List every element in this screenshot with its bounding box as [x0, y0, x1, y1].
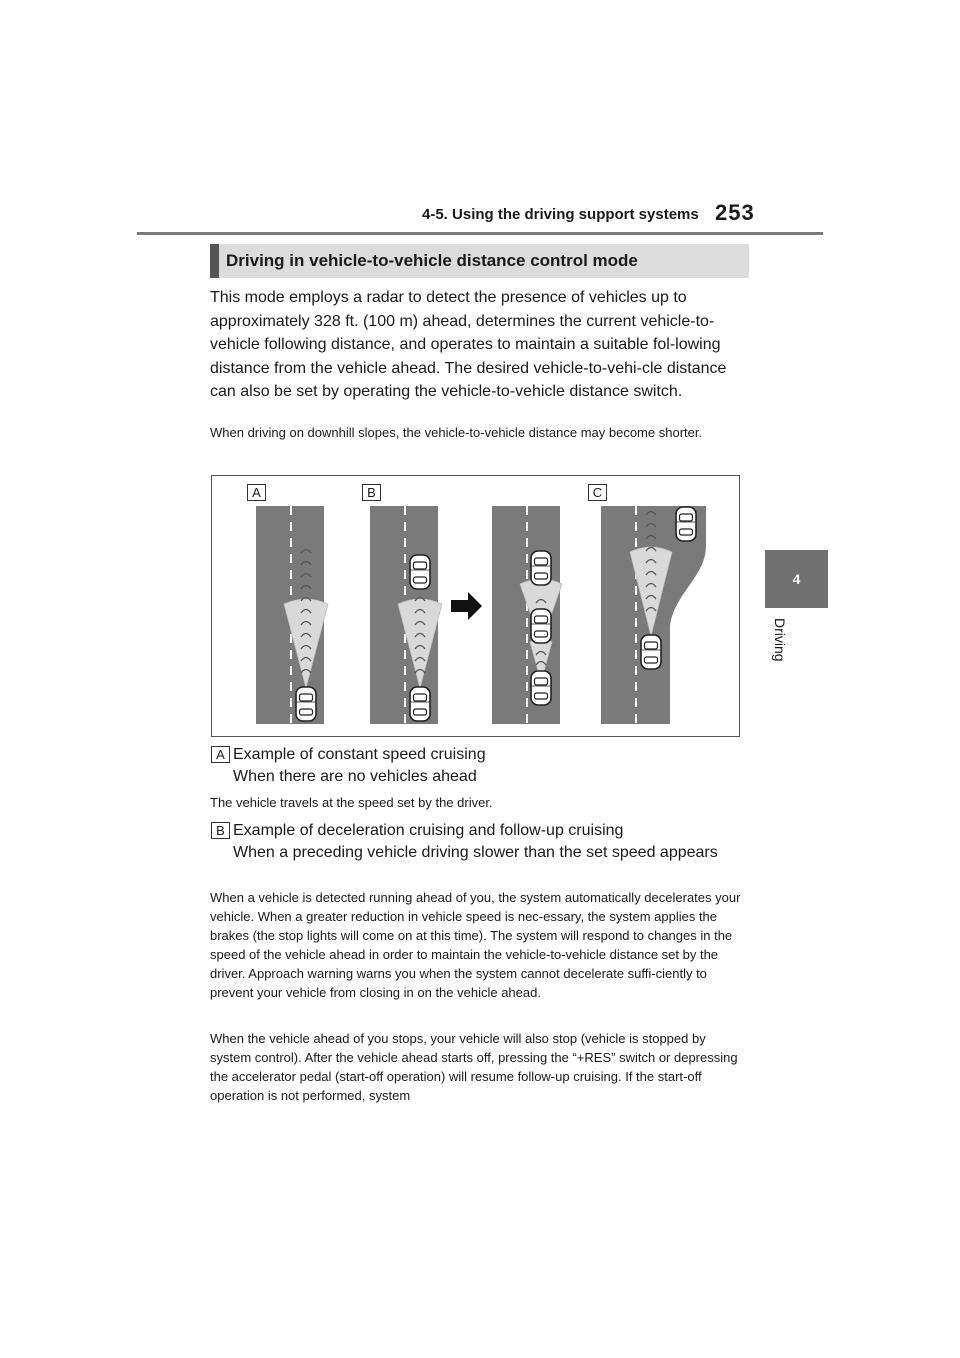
figure-label-b: B [362, 484, 381, 501]
item-b-subtitle: When a preceding vehicle driving slower than the set speed appears [233, 844, 718, 861]
figure-label-a: A [247, 484, 266, 501]
item-a-body: The vehicle travels at the speed set by the driver. [210, 795, 493, 810]
item-b-body-1: When a vehicle is detected running ahead of you, the system automatically decelerates your vehicle. When a greater reduction in vehicle speed is nec-essary, the system applies the brakes (the stop lights will come on at this time). The system will respond to changes in the speed of the vehicle ahead in order to maintain the vehicle-to-vehicle distance set by the driver. Approach warning warns you when the system cannot decelerate suffi-ciently to prevent your vehicle from closing in on the vehicle ahead. [210, 890, 741, 1000]
intro-paragraph: This mode employs a radar to detect the presence of vehicles up to approximately 328 ft. (100 m) ahead, determines the current vehicle-to-vehicle following distance, and operates to maintain a suitable fol-lowing distance from the vehicle ahead. The desired vehicle-to-vehi-cle distance can also be set by operating the vehicle-to-vehicle distance switch. [210, 289, 727, 400]
transition-arrow [451, 592, 482, 620]
item-b-body-2: When the vehicle ahead of you stops, your vehicle will also stop (vehicle is stopped by system control). After the vehicle ahead starts off, pressing the “+RES” switch or depressing the accelerator pedal (start-off operation) will resume follow-up cruising. If the start-off operation is not performed, system [210, 1031, 738, 1103]
chapter-label-text: Driving [772, 618, 788, 662]
header-divider [137, 232, 823, 235]
item-b-badge: B [211, 822, 230, 839]
section-title-text: Driving in vehicle-to-vehicle distance control mode [226, 251, 638, 270]
lane-markings [291, 506, 636, 724]
item-b-title: Example of deceleration cruising and follow-up cruising [233, 822, 624, 839]
item-a-subtitle: When there are no vehicles ahead [233, 768, 477, 785]
chapter-tab: 4 [765, 550, 828, 608]
intro-note: When driving on downhill slopes, the vehicle-to-vehicle distance may become shorter. [210, 425, 703, 440]
section-title [210, 244, 749, 278]
header-section-title: 4-5. Using the driving support systems [422, 206, 699, 223]
illustration-svg [212, 476, 741, 738]
page-number: 253 [715, 200, 755, 225]
figure-label-c: C [588, 484, 607, 501]
item-a-title: Example of constant speed cruising [233, 746, 486, 763]
item-a-badge: A [211, 746, 230, 763]
chapter-label [770, 618, 788, 678]
distance-control-illustration [211, 475, 740, 737]
